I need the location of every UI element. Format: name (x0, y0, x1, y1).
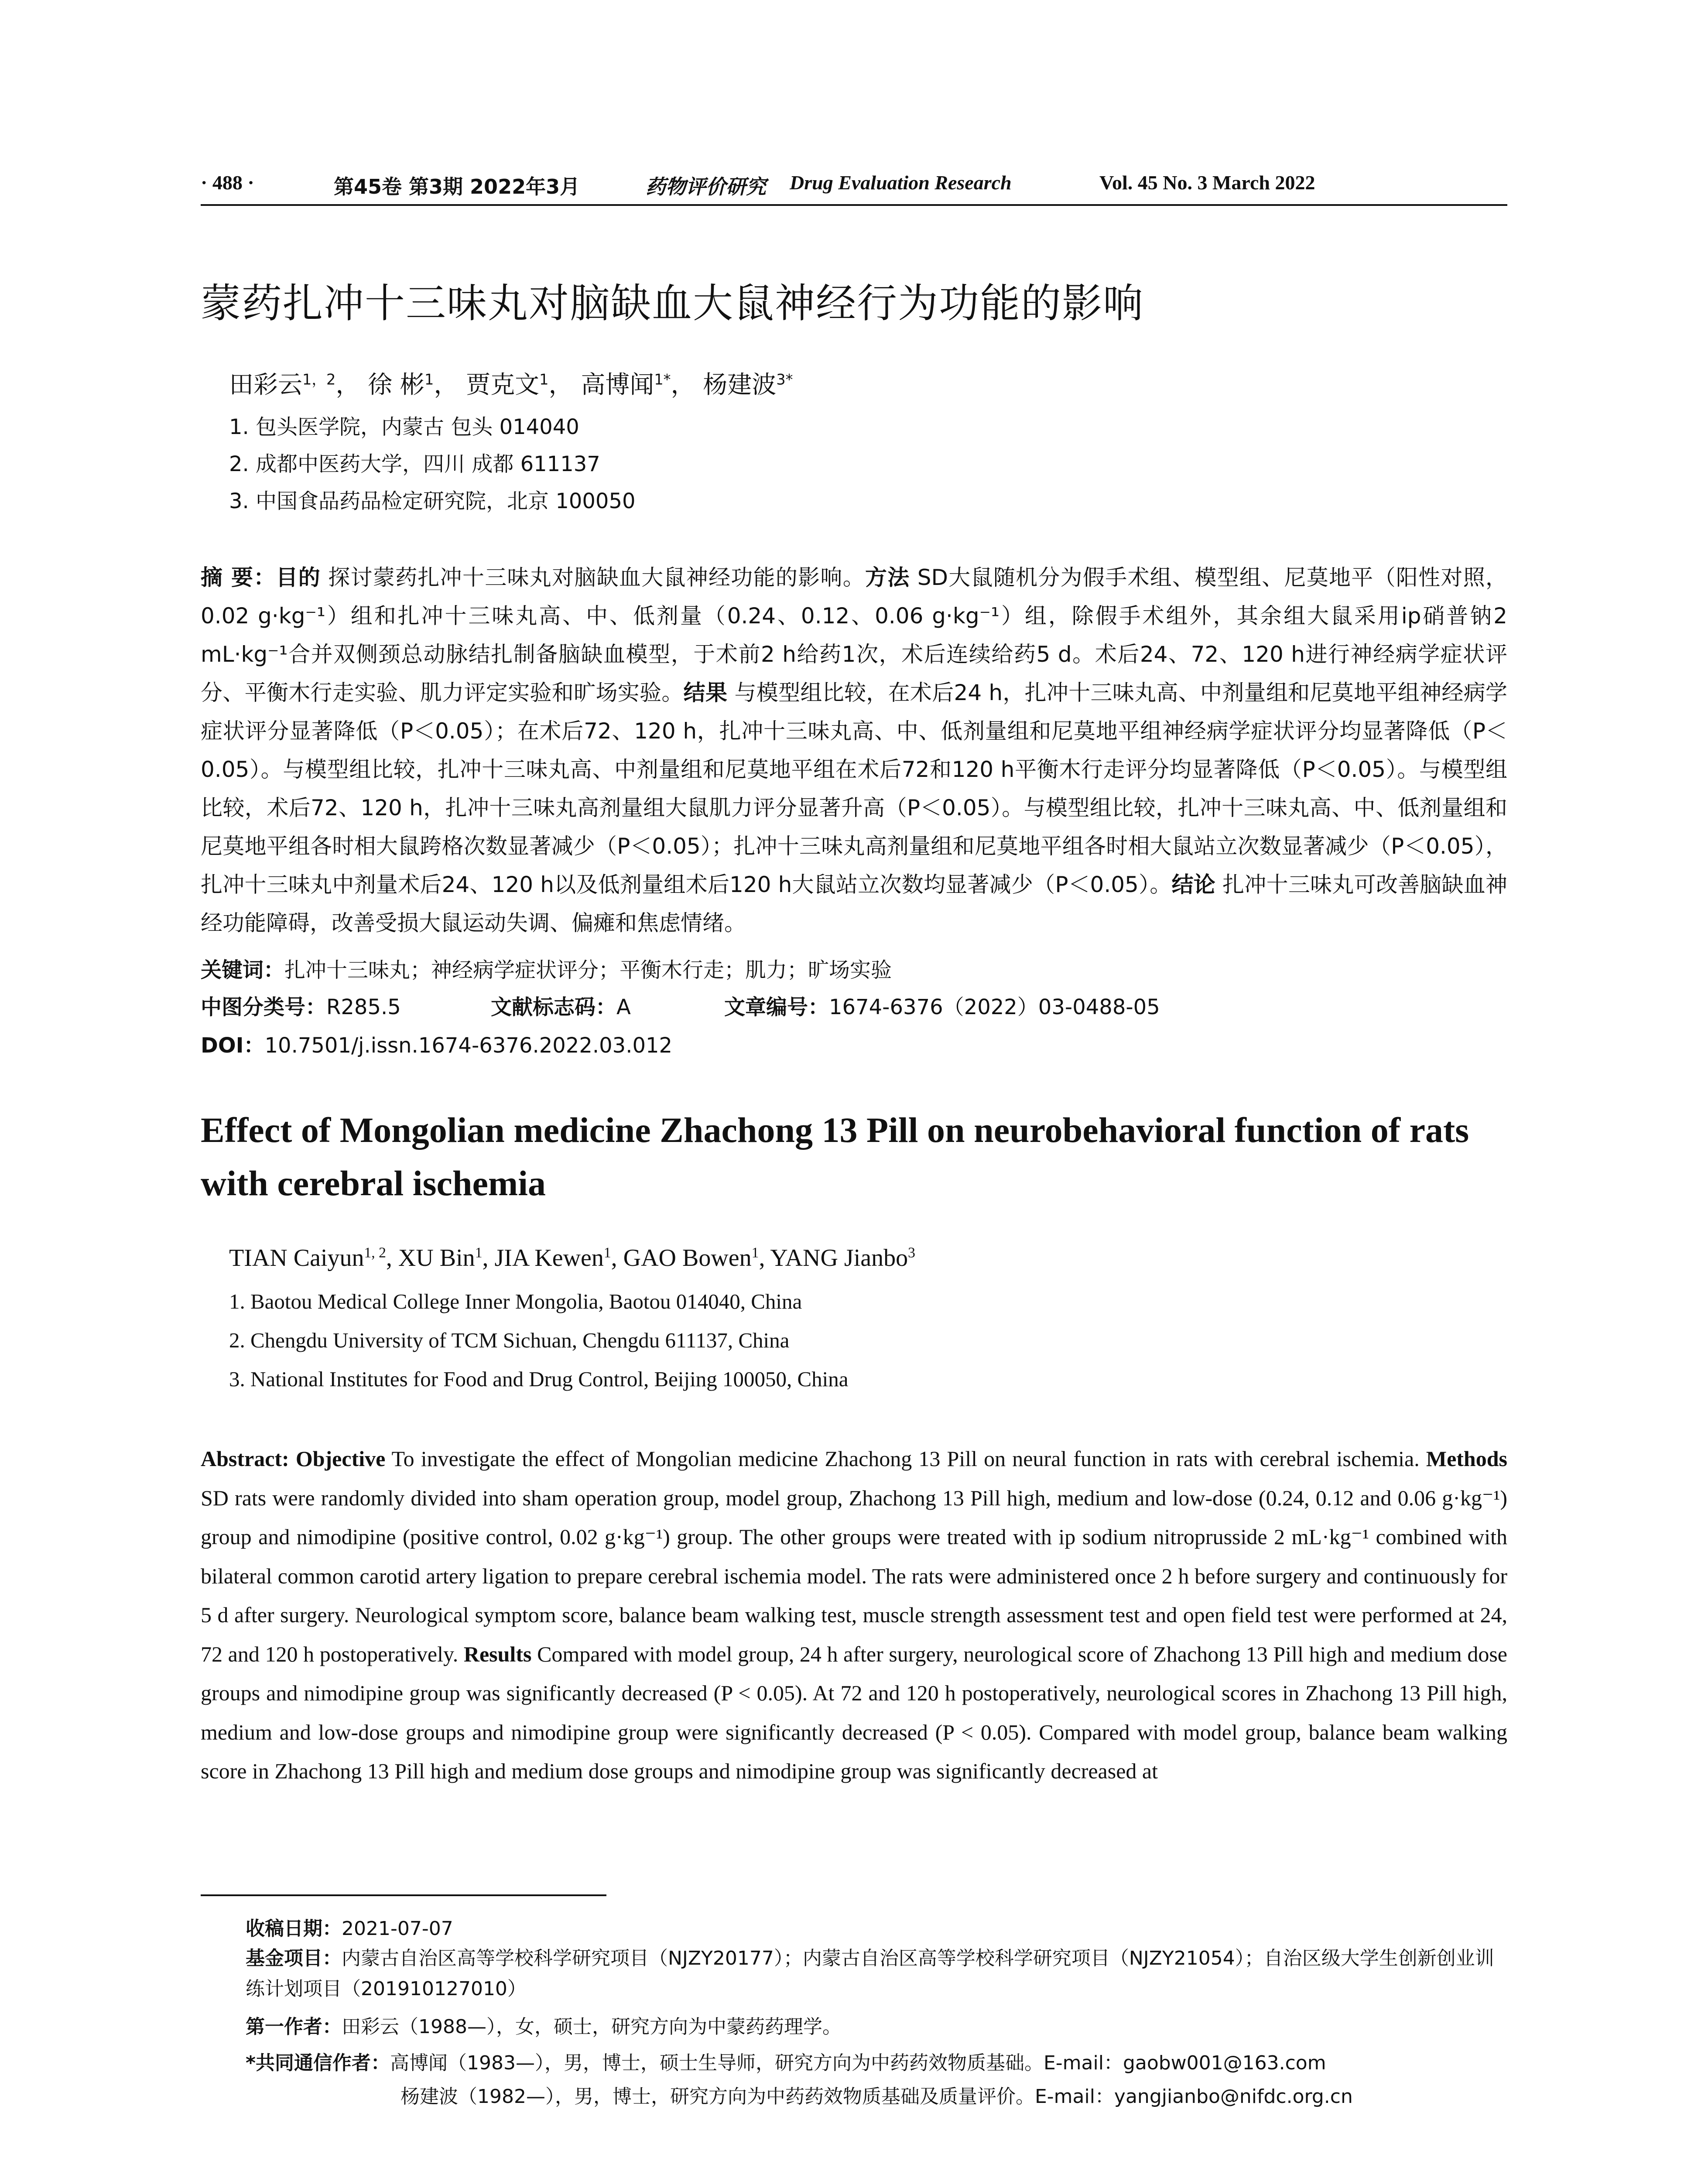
affiliation-cn-3: 3. 中国食品药品检定研究院，北京 100050 (229, 489, 636, 513)
corresponding-1: 高博闻（1983—），男，博士，硕士生导师，研究方向为中药药效物质基础。E-mail：gaobw001@163.com (390, 2052, 1326, 2074)
results-text-cn: 与模型组比较，在术后24 h，扎冲十三味丸高、中剂量组和尼莫地平组神经病学症状评分显著降低（P＜0.05）；在术后72、120 h，扎冲十三味丸高、中、低剂量组和尼莫地平组神经病学症状评分均显著降低（P＜0.05）。与模型组比较，扎冲十三味丸高、中剂量组和尼莫地平组在术后72和120 h平衡木行走评分均显著降低（P＜0.05）。与模型组比较，术后72、120 h，扎冲十三味丸高剂量组大鼠肌力评分显著升高（P＜0.05）。与模型组比较，扎冲十三味丸高、中、低剂量组和尼莫地平组各时相大鼠跨格次数显著减少（P＜0.05）；扎冲十三味丸高剂量组和尼莫地平组各时相大鼠站立次数显著减少（P＜0.05），扎冲十三味丸中剂量术后24、120 h以及低剂量组术后120 h大鼠站立次数均显著减少（P＜0.05）。 (201, 680, 1507, 897)
abstract-en (201, 1439, 1507, 1791)
results-text-en: Compared with model group, 24 h after surgery, neurological score of Zhachong 13 Pill high and medium dose groups and nimodipine group was significantly decreased (P < 0.05). At 72 and 120 h postoperatively, neurological scores in Zhachong 13 Pill high, medium and low-dose groups and nimodipine group were significantly decreased (P < 0.05). Compared with model group, balance beam walking score in Zhachong 13 Pill high and medium dose groups and nimodipine group was significantly decreased at (201, 1641, 1508, 1783)
header-rule (201, 204, 1507, 206)
abstract-cn (201, 558, 1507, 942)
author-name: 徐 彬 (368, 371, 424, 399)
objective-label-cn: 目的 (276, 565, 321, 590)
doi-line (201, 1029, 672, 1059)
author-sup: 1* (654, 371, 671, 388)
clc-label: 中图分类号： (201, 995, 327, 1019)
page-number: · 488 · (201, 171, 254, 194)
author-name: , JIA Kewen (482, 1244, 604, 1272)
journal-logo-cn: 药物评价研究 (646, 175, 766, 198)
author-name: 杨建波 (703, 371, 777, 399)
author-name: , YANG Jianbo (759, 1244, 908, 1272)
methods-label-en: Methods (1426, 1446, 1507, 1471)
conclusion-text-cn: 扎冲十三味丸可改善脑缺血神经功能障碍，改善受损大鼠运动失调、偏瘫和焦虑情绪。 (201, 872, 1508, 936)
abstract-label-en: Abstract: Objective (201, 1446, 386, 1471)
authors-cn: 田彩云$^{1,2}$， 徐 彬$^1$， 贾克文$^1$， 高博闻$^{1*}$， 杨建波$^{3*}$ (229, 371, 793, 399)
affiliation-cn-2: 2. 成都中医药大学，四川 成都 611137 (229, 452, 600, 476)
corresponding-note (246, 2047, 1326, 2075)
author-name: 贾克文 (466, 371, 540, 399)
doi-label: DOI： (201, 1033, 265, 1058)
keywords-label: 关键词： (201, 958, 285, 982)
affiliation-en-2: 2. Chengdu University of TCM Sichuan, Chengdu 611137, China (229, 1328, 790, 1352)
methods-label-cn: 方法 (865, 565, 910, 590)
first-author-value: 田彩云（1988—），女，硕士，研究方向为中蒙药药理学。 (342, 2016, 842, 2038)
fund-value: 内蒙古自治区高等学校科学研究项目（NJZY20177）；内蒙古自治区高等学校科学研究项目（NJZY21054）；自治区级大学生创新创业训练计划项目（201910127010） (246, 1947, 1494, 2000)
received-label: 收稿日期： (246, 1918, 342, 1940)
first-author-label: 第一作者： (246, 2016, 342, 2038)
author-sup: 1 (751, 1244, 759, 1261)
methods-text-en: SD rats were randomly divided into sham operation group, model group, Zhachong 13 Pill high, medium and low-dose (0.24, 0.12 and 0.06 g·kg⁻¹) group and nimodipine (positive control, 0.02 g·kg⁻¹) group. The other groups were treated with ip sodium nitroprusside 2 mL·kg⁻¹ combined with bilateral common carotid artery ligation to prepare cerebral ischemia model. The rats were administered once 2 h before surgery and continuously for 5 d after surgery. Neurological symptom score, balance beam walking test, muscle strength assessment test and open field test were performed at 24, 72 and 120 h postoperatively. (201, 1485, 1507, 1666)
author-sup: 1 (539, 371, 549, 388)
affiliation-en-3: 3. National Institutes for Food and Drug Control, Beijing 100050, China (229, 1367, 849, 1391)
results-label-en: Results (463, 1641, 532, 1666)
methods-text-cn: SD大鼠随机分为假手术组、模型组、尼莫地平（阳性对照，0.02 g·kg⁻¹）组和扎冲十三味丸高、中、低剂量（0.24、0.12、0.06 g·kg⁻¹）组，除假手术组外，其余组大鼠采用ip硝普钠2 mL·kg⁻¹合并双侧颈总动脉结扎制备脑缺血模型，于术前2 h给药1次，术后连续给药5 d。术后24、72、120 h进行神经病学症状评分、平衡木行走实验、肌力评定实验和旷场实验。 (201, 565, 1507, 705)
fund-note (246, 1943, 1506, 2004)
issue-en: Vol. 45 No. 3 March 2022 (1099, 171, 1315, 194)
title-en: Effect of Mongolian medicine Zhachong 13 Pill on neurobehavioral function of rats with cerebral ischemia (201, 1110, 1469, 1203)
article-no-group (724, 990, 1160, 1020)
classification-line (201, 990, 1507, 1019)
objective-text-cn: 探讨蒙药扎冲十三味丸对脑缺血大鼠神经功能的影响。 (321, 565, 865, 590)
article-no-value: 1674-6376（2022）03-0488-05 (829, 995, 1160, 1019)
authors-en (229, 1244, 915, 1272)
title-cn: 蒙药扎冲十三味丸对脑缺血大鼠神经行为功能的影响 (201, 280, 1144, 327)
doc-code-group (491, 990, 631, 1020)
article-no-label: 文章编号： (724, 995, 829, 1019)
author-name: , XU Bin (386, 1244, 475, 1272)
doi-value: 10.7501/j.issn.1674-6376.2022.03.012 (264, 1033, 673, 1058)
affiliation-en-1: 1. Baotou Medical College Inner Mongolia, Baotou 014040, China (229, 1289, 802, 1313)
author-sup: 1 (603, 1244, 611, 1261)
footnote-rule (201, 1894, 606, 1896)
author-sup: 1，2 (302, 371, 336, 388)
author-sup: 3* (776, 371, 793, 388)
running-header (201, 171, 1509, 199)
author-sup: 3 (908, 1244, 915, 1261)
author-name: , GAO Bowen (611, 1244, 752, 1272)
doc-code-label: 文献标志码： (491, 995, 617, 1019)
conclusion-label-cn: 结论 (1171, 872, 1216, 897)
keywords-text: 扎冲十三味丸；神经病学症状评分；平衡木行走；肌力；旷场实验 (284, 958, 892, 982)
keywords-cn (201, 953, 892, 983)
journal-name-en: Drug Evaluation Research (790, 171, 1012, 194)
fund-label: 基金项目： (246, 1947, 342, 1969)
objective-text-en: To investigate the effect of Mongolian medicine Zhachong 13 Pill on neural function in rats with cerebral ischemia. (385, 1446, 1426, 1471)
author-name: 高博闻 (581, 371, 654, 399)
doc-code-value: A (616, 995, 631, 1019)
corresponding-2: 杨建波（1982—），男，博士，研究方向为中药药效物质基础及质量评价。E-mail：yangjianbo@nifdc.org.cn (400, 2085, 1353, 2108)
corresponding-label: *共同通信作者： (246, 2052, 390, 2074)
affiliation-cn-1: 1. 包头医学院，内蒙古 包头 014040 (229, 415, 579, 439)
results-label-cn: 结果 (683, 680, 728, 705)
clc-group (201, 990, 401, 1020)
first-author-note (246, 2011, 842, 2039)
author-sup: 1 (424, 371, 434, 388)
author-sup: 1 (475, 1244, 483, 1261)
issue-cn: 第45卷 第3期 2022年3月 (334, 175, 580, 198)
abstract-label-cn: 摘 要： (201, 565, 276, 590)
clc-value: R285.5 (326, 995, 401, 1019)
author-sup: 1, 2 (364, 1244, 386, 1261)
received-date (246, 1913, 453, 1941)
author-name: TIAN Caiyun (229, 1244, 364, 1272)
received-value: 2021-07-07 (342, 1918, 453, 1940)
author-name: 田彩云 (229, 371, 302, 399)
